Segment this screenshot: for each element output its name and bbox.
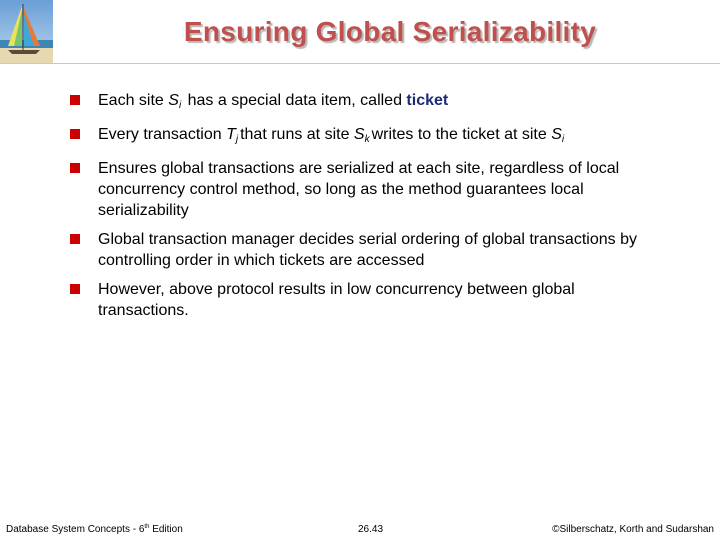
footer-copyright: ©Silberschatz, Korth and Sudarshan — [552, 524, 714, 535]
bullet-text: Ensures global transactions are serialized at each site, regardless of local concurrency control method, so long as the method guarantees local serializability — [98, 160, 620, 219]
bullet-square-icon — [70, 234, 80, 244]
bullet-text: has a special data item, called — [187, 92, 407, 109]
subscript: i — [178, 100, 182, 111]
footer-book-text: Database System Concepts - 6 — [6, 524, 145, 535]
bullet-item — [70, 124, 660, 150]
bullet-text: Each site — [98, 92, 169, 109]
footer-edition-label: Edition — [152, 524, 183, 535]
slide-title: Ensuring Global Serializability — [183, 16, 597, 47]
bullet-text: Global transaction manager decides serial ordering of global transactions by controlling order in which tickets are accessed — [98, 231, 637, 269]
bullet-text: that runs at site — [240, 126, 354, 143]
bullet-list — [70, 90, 660, 329]
subscript: i — [561, 134, 565, 145]
bullet-square-icon — [70, 95, 80, 105]
title-divider — [0, 63, 720, 64]
bullet-text: However, above protocol results in low concurrency between global transactions. — [98, 281, 575, 319]
bullet-square-icon — [70, 129, 80, 139]
subscript: j — [235, 134, 239, 145]
bullet-item — [70, 158, 660, 221]
footer-edition-sup: th — [144, 524, 150, 530]
variable: S — [353, 126, 365, 143]
beach-sailboat-icon — [0, 0, 53, 64]
slide-footer — [0, 522, 720, 540]
variable: T — [226, 126, 236, 143]
bullet-item — [70, 90, 660, 116]
subscript: k — [364, 134, 370, 145]
variable: S — [168, 92, 179, 109]
bullet-text: Every transaction — [98, 126, 227, 143]
bullet-square-icon — [70, 163, 80, 173]
bullet-item — [70, 279, 660, 321]
ticket-term: ticket — [406, 92, 449, 109]
page-number: 26.43 — [358, 524, 384, 535]
bullet-item — [70, 229, 660, 271]
footer-book-title — [6, 524, 183, 535]
bullet-square-icon — [70, 284, 80, 294]
bullet-text: writes to the ticket at site — [371, 126, 552, 143]
variable: S — [551, 126, 562, 143]
